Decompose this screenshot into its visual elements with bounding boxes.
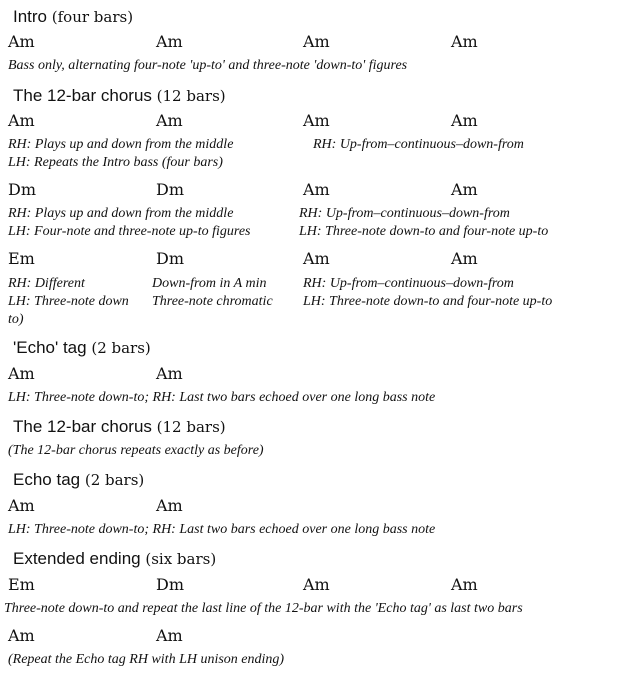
chord: Am — [303, 575, 330, 594]
chord: Am — [303, 111, 330, 130]
chord: Dm — [156, 249, 184, 268]
section-note: Three-note down-to and repeat the last line of the 12-bar with the 'Echo tag' as last two bars — [4, 601, 523, 616]
section-title-intro — [13, 7, 133, 27]
section-title-text: The 12-bar chorus — [13, 417, 152, 436]
chord: Am — [451, 249, 478, 268]
chord: Am — [303, 180, 330, 199]
performance-note: to) — [8, 312, 24, 327]
performance-note: LH: Three-note down-to and four-note up-to — [303, 294, 553, 309]
section-title-chorus-repeat — [13, 417, 226, 437]
chord: Am — [156, 364, 183, 383]
chord: Em — [8, 249, 35, 268]
section-title-echo-tag — [13, 338, 151, 358]
section-title-text: Echo tag — [13, 470, 81, 489]
section-title-text: The 12-bar chorus — [13, 86, 152, 105]
section-note: (The 12-bar chorus repeats exactly as before) — [8, 443, 264, 458]
performance-note: LH: Repeats the Intro bass (four bars) — [8, 155, 223, 170]
performance-note: Down-from in A min — [152, 276, 267, 291]
performance-note: LH: Three-note down — [8, 294, 129, 309]
section-title-text: Extended ending — [13, 549, 141, 568]
chord: Am — [451, 32, 478, 51]
performance-note: RH: Up-from–continuous–down-from — [313, 137, 524, 152]
chord: Am — [303, 32, 330, 51]
section-title-extended-ending — [13, 549, 216, 569]
section-title-echo-tag-2 — [13, 470, 144, 490]
chord: Am — [156, 496, 183, 515]
chord: Am — [451, 111, 478, 130]
section-subtitle: (2 bars) — [91, 339, 151, 357]
performance-note: LH: Four-note and three-note up-to figures — [8, 224, 251, 239]
chord: Am — [156, 32, 183, 51]
section-subtitle: (12 bars) — [156, 87, 226, 105]
chord: Am — [8, 32, 35, 51]
section-title-chorus — [13, 86, 226, 106]
chord: Am — [303, 249, 330, 268]
chord: Am — [156, 111, 183, 130]
chord: Am — [8, 496, 35, 515]
chord: Am — [8, 626, 35, 645]
performance-note: RH: Plays up and down from the middle — [8, 137, 234, 152]
chord: Am — [8, 364, 35, 383]
performance-note: RH: Up-from–continuous–down-from — [299, 206, 510, 221]
chord: Dm — [156, 180, 184, 199]
chord: Am — [451, 180, 478, 199]
chord: Dm — [8, 180, 36, 199]
section-title-text: Intro — [13, 7, 48, 26]
performance-note: RH: Different — [8, 276, 85, 291]
section-subtitle: (six bars) — [145, 550, 217, 568]
section-subtitle: (12 bars) — [156, 418, 226, 436]
chord: Em — [8, 575, 35, 594]
chord: Dm — [156, 575, 184, 594]
section-note: (Repeat the Echo tag RH with LH unison ending) — [8, 652, 285, 667]
chord: Am — [156, 626, 183, 645]
performance-note: RH: Up-from–continuous–down-from — [303, 276, 514, 291]
performance-note: Three-note chromatic — [152, 294, 273, 309]
section-note: LH: Three-note down-to; RH: Last two bars echoed over one long bass note — [8, 522, 436, 537]
section-note: LH: Three-note down-to; RH: Last two bars echoed over one long bass note — [8, 390, 436, 405]
performance-note: RH: Plays up and down from the middle — [8, 206, 234, 221]
section-note: Bass only, alternating four-note 'up-to' and three-note 'down-to' figures — [8, 58, 408, 73]
performance-note: LH: Three-note down-to and four-note up-to — [299, 224, 549, 239]
chord: Am — [8, 111, 35, 130]
section-subtitle: (four bars) — [51, 8, 134, 26]
section-subtitle: (2 bars) — [84, 471, 145, 489]
section-title-text: 'Echo' tag — [13, 338, 87, 357]
chord: Am — [451, 575, 478, 594]
